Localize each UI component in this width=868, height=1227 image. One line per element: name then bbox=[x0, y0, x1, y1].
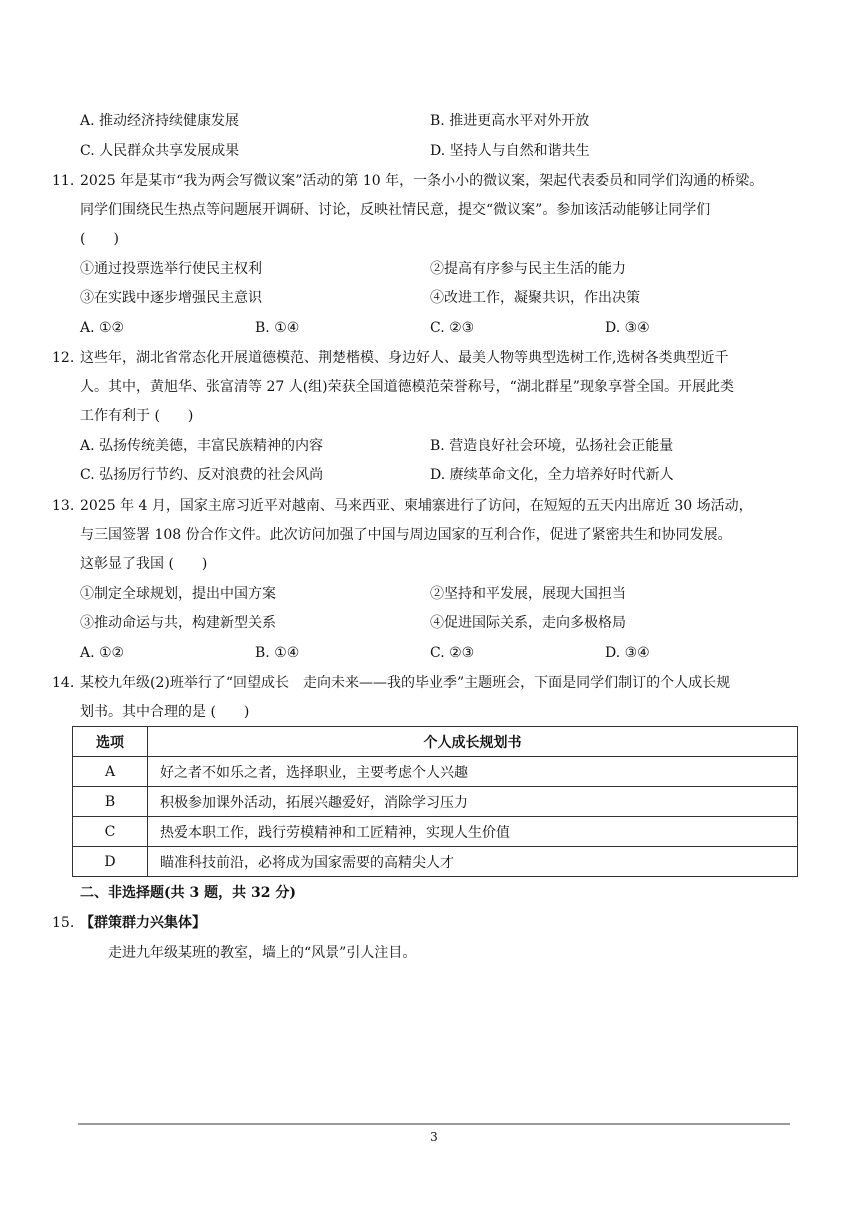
section-2-heading: 二、非选择题(共 3 题，共 32 分) bbox=[80, 885, 296, 901]
table-header-row bbox=[73, 727, 798, 757]
q14-stem-line-2: 划书。其中合理的是 ( ) bbox=[80, 704, 250, 720]
q13-stem-line-1: 2025 年 4 月，国家主席习近平对越南、马来西亚、柬埔寨进行了访问，在短短的五天内出席近 30 场活动， bbox=[80, 498, 753, 514]
table-cell-plan: 热爱本职工作，践行劳模精神和工匠精神，实现人生价值 bbox=[148, 817, 798, 847]
table-cell-plan: 积极参加课外活动，拓展兴趣爱好，消除学习压力 bbox=[148, 787, 798, 817]
q12-option-a: A. 弘扬传统美德，丰富民族精神的内容 bbox=[80, 438, 324, 454]
table-header-plan: 个人成长规划书 bbox=[148, 727, 798, 757]
table-row bbox=[73, 817, 798, 847]
q13-choice-d: D. ③④ bbox=[605, 645, 650, 661]
table-row bbox=[73, 757, 798, 787]
q15-title: 【群策群力兴集体】 bbox=[80, 915, 206, 931]
table-cell-option: D bbox=[73, 847, 148, 877]
q11-stem-line-1: 2025 年是某市“我为两会写微议案”活动的第 10 年，一条小小的微议案，架起代表委员和同学们沟通的桥梁。 bbox=[80, 173, 764, 189]
q12-stem-line-2: 人。其中，黄旭华、张富清等 27 人(组)荣获全国道德模范荣誉称号，“湖北群星”现象享誉全国。开展此类 bbox=[80, 379, 734, 395]
page-number: 3 bbox=[430, 1130, 438, 1144]
q10-option-a: A. 推动经济持续健康发展 bbox=[80, 113, 240, 129]
q15-text: 走进九年级某班的教室，墙上的“风景”引人注目。 bbox=[108, 945, 417, 961]
q11-item-1: ①通过投票选举行使民主权利 bbox=[80, 261, 262, 277]
question-number-15: 15. bbox=[52, 915, 75, 931]
q11-choice-d: D. ③④ bbox=[605, 320, 650, 336]
q13-choice-a: A. ①② bbox=[80, 645, 125, 661]
table-cell-plan: 好之者不如乐之者，选择职业，主要考虑个人兴趣 bbox=[148, 757, 798, 787]
q13-item-1: ①制定全球规划，提出中国方案 bbox=[80, 586, 276, 602]
q11-stem-line-2: 同学们围绕民生热点等问题展开调研、讨论，反映社情民意，提交“微议案”。参加该活动能够让同学们 bbox=[80, 202, 711, 218]
q10-option-d: D. 坚持人与自然和谐共生 bbox=[430, 143, 590, 159]
q14-stem-line-1: 某校九年级(2)班举行了“回望成长 走向未来——我的毕业季”主题班会，下面是同学们制订的个人成长规 bbox=[80, 675, 731, 691]
question-number-13: 13. bbox=[52, 498, 75, 514]
table-cell-plan: 瞄准科技前沿，必将成为国家需要的高精尖人才 bbox=[148, 847, 798, 877]
table-row bbox=[73, 847, 798, 877]
q11-choice-c: C. ②③ bbox=[430, 320, 475, 336]
q13-stem-line-3: 这彰显了我国 ( ) bbox=[80, 556, 208, 572]
growth-plan-table bbox=[72, 726, 798, 877]
q13-stem-line-2: 与三国签署 108 份合作文件。此次访问加强了中国与周边国家的互利合作，促进了紧密共生和协同发展。 bbox=[80, 527, 732, 543]
q11-choice-b: B. ①④ bbox=[255, 320, 300, 336]
q11-item-4: ④改进工作，凝聚共识，作出决策 bbox=[430, 290, 640, 306]
q11-item-3: ③在实践中逐步增强民主意识 bbox=[80, 290, 262, 306]
q13-item-4: ④促进国际关系，走向多极格局 bbox=[430, 615, 626, 631]
table-cell-option: A bbox=[73, 757, 148, 787]
q12-stem-line-3: 工作有利于 ( ) bbox=[80, 408, 194, 424]
q12-option-d: D. 赓续革命文化，全力培养好时代新人 bbox=[430, 467, 674, 483]
q13-item-2: ②坚持和平发展，展现大国担当 bbox=[430, 586, 626, 602]
q13-choice-c: C. ②③ bbox=[430, 645, 475, 661]
question-number-12: 12. bbox=[52, 350, 75, 366]
table-cell-option: B bbox=[73, 787, 148, 817]
q11-item-2: ②提高有序参与民主生活的能力 bbox=[430, 261, 626, 277]
question-number-14: 14. bbox=[52, 675, 75, 691]
table-cell-option: C bbox=[73, 817, 148, 847]
q11-stem-line-3: ( ) bbox=[80, 231, 119, 247]
q12-stem-line-1: 这些年，湖北省常态化开展道德模范、荆楚楷模、身边好人、最美人物等典型选树工作,选树各类典型近千 bbox=[80, 350, 729, 366]
q13-item-3: ③推动命运与共，构建新型关系 bbox=[80, 615, 276, 631]
q12-option-c: C. 弘扬厉行节约、反对浪费的社会风尚 bbox=[80, 467, 324, 483]
table-row bbox=[73, 787, 798, 817]
q10-option-c: C. 人民群众共享发展成果 bbox=[80, 143, 240, 159]
q10-option-b: B. 推进更高水平对外开放 bbox=[430, 113, 590, 129]
q13-choice-b: B. ①④ bbox=[255, 645, 300, 661]
q12-option-b: B. 营造良好社会环境，弘扬社会正能量 bbox=[430, 438, 674, 454]
footer-divider bbox=[78, 1123, 790, 1125]
q11-choice-a: A. ①② bbox=[80, 320, 125, 336]
question-number-11: 11. bbox=[52, 173, 75, 189]
table-header-option: 选项 bbox=[73, 727, 148, 757]
